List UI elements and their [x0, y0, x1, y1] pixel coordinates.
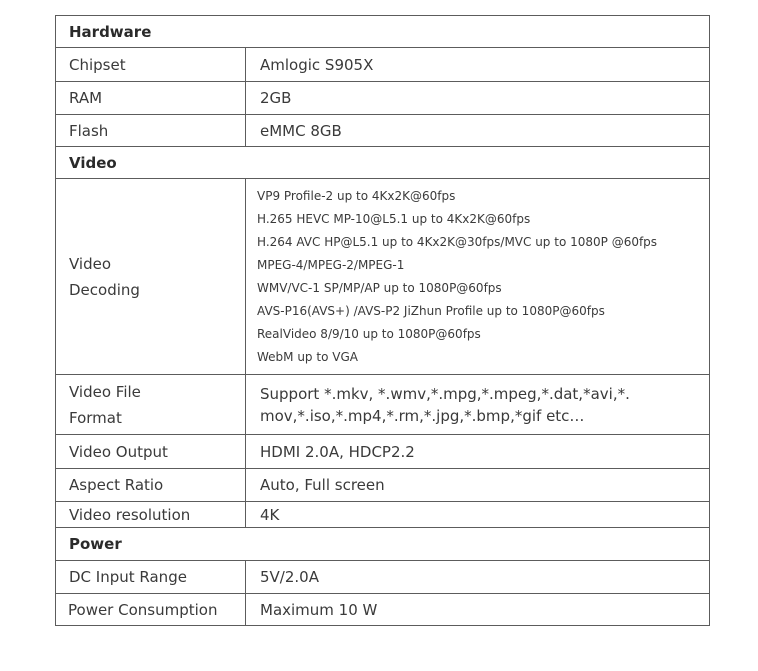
- spec-value: 5V/2.0A: [246, 561, 710, 594]
- spec-label: Aspect Ratio: [56, 469, 246, 502]
- table-row: [56, 594, 710, 626]
- spec-value: Amlogic S905X: [246, 48, 710, 82]
- spec-label: RAM: [56, 82, 246, 115]
- decoding-format-line: WMV/VC-1 SP/MP/AP up to 1080P@60fps: [257, 280, 502, 295]
- decoding-format-line: WebM up to VGA: [257, 349, 358, 364]
- table-row: [56, 502, 710, 528]
- spec-label: [56, 375, 246, 435]
- spec-label-line: Video File: [69, 382, 141, 401]
- decoding-format-line: MPEG-4/MPEG-2/MPEG-1: [257, 257, 405, 272]
- spec-value: 4K: [246, 502, 710, 528]
- table-row: [56, 435, 710, 469]
- table-row: [56, 179, 710, 375]
- spec-value-line: mov,*.iso,*.mp4,*.rm,*.jpg,*.bmp,*gif etc…: [260, 406, 585, 425]
- spec-label: Flash: [56, 115, 246, 147]
- spec-label: Chipset: [56, 48, 246, 82]
- table-row: [56, 469, 710, 502]
- table-row: [56, 82, 710, 115]
- table-row: [56, 561, 710, 594]
- spec-value: eMMC 8GB: [246, 115, 710, 147]
- spec-label-line: Video: [69, 254, 112, 273]
- decoding-format-line: VP9 Profile-2 up to 4Kx2K@60fps: [257, 188, 456, 203]
- spec-value: Auto, Full screen: [246, 469, 710, 502]
- spec-label-line: Decoding: [69, 280, 140, 299]
- spec-value: 2GB: [246, 82, 710, 115]
- spec-value-line: Support *.mkv, *.wmv,*.mpg,*.mpeg,*.dat,*avi,*.: [260, 384, 630, 403]
- section-title-power: Power: [56, 528, 710, 561]
- section-row-hardware: [56, 16, 710, 48]
- section-row-power: [56, 528, 710, 561]
- spec-label: Video resolution: [56, 502, 246, 528]
- section-row-video: [56, 147, 710, 179]
- table-row: [56, 115, 710, 147]
- table-row: [56, 48, 710, 82]
- spec-label: Video Output: [56, 435, 246, 469]
- section-title-video: Video: [56, 147, 710, 179]
- spec-label: Power Consumption: [56, 594, 246, 626]
- spec-table: [55, 15, 710, 626]
- decoding-format-line: RealVideo 8/9/10 up to 1080P@60fps: [257, 326, 481, 341]
- table-row: [56, 375, 710, 435]
- decoding-format-line: H.265 HEVC MP-10@L5.1 up to 4Kx2K@60fps: [257, 211, 531, 226]
- spec-value: Maximum 10 W: [246, 594, 710, 626]
- spec-label-line: Format: [69, 408, 122, 427]
- decoding-format-line: AVS-P16(AVS+) /AVS-P2 JiZhun Profile up to 1080P@60fps: [257, 303, 605, 318]
- spec-value: HDMI 2.0A, HDCP2.2: [246, 435, 710, 469]
- decoding-format-line: H.264 AVC HP@L5.1 up to 4Kx2K@30fps/MVC up to 1080P @60fps: [257, 234, 658, 249]
- spec-label: DC Input Range: [56, 561, 246, 594]
- spec-value: [246, 179, 710, 375]
- section-title-hardware: Hardware: [56, 16, 710, 48]
- spec-label: [56, 179, 246, 375]
- spec-value: [246, 375, 710, 435]
